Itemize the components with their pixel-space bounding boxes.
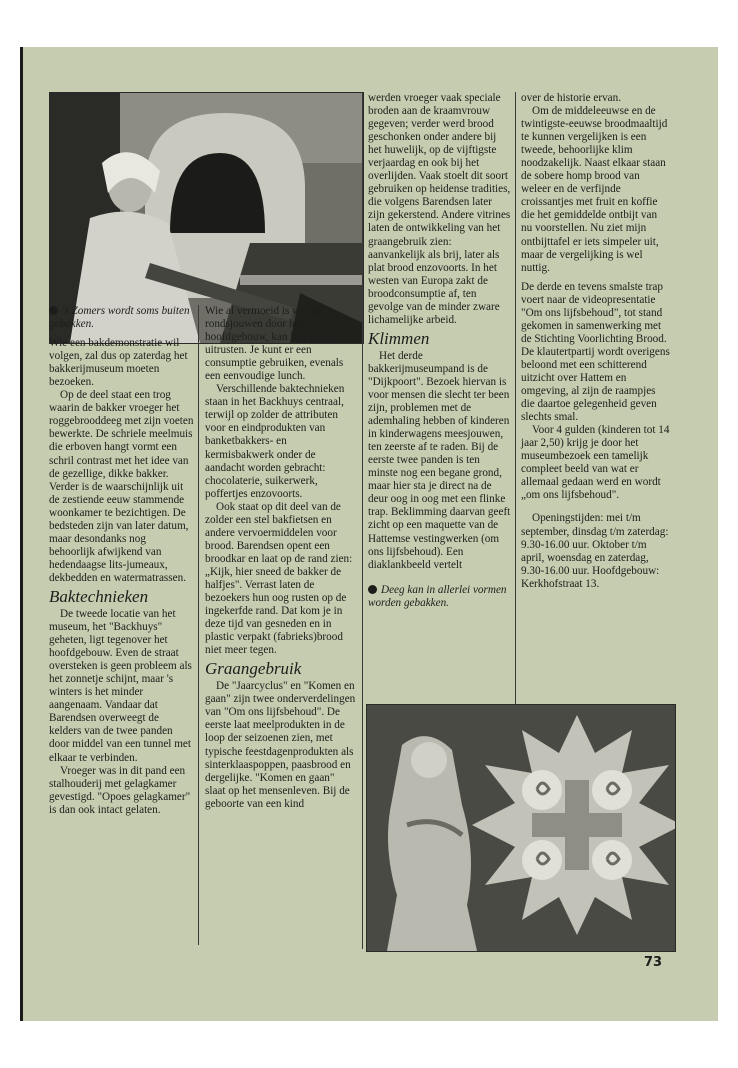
paragraph: Ook staat op dit deel van de zolder een stel bakfietsen en andere vervoermiddelen voor brood. Barendsen opent een broodkar en laat op de rand zien: „Kijk, hier sneed de bakker de halfjes". Verrast laten de bezoekers hun oog rusten op de ingekerfde rand. Dat kom je in deze tijd van gesneden en in plastic verpakt (fabrieks)brood niet meer tegen. xyxy=(205,500,353,657)
paragraph: Openingstijden: mei t/m september, dinsdag t/m zaterdag: 9.30-16.00 uur. Oktober t/m april, woensdag en zaterdag, 9.30-16.00 uur. Hoofdgebouw: Kerkhofstraat 13. xyxy=(521,512,669,590)
column-3 xyxy=(368,92,511,610)
photo-caption: Deeg kan in allerlei vormen worden gebakken. xyxy=(368,583,507,609)
paragraph: werden vroeger vaak speciale broden aan de kraamvrouw gegeven; verder werd brood geschonken onder andere bij het huwelijk, op de vijftigste verjaardag en ook bij het overlijden. Vaak stoelt dit soort gebruiken op heidense tradities, die volgens Barendsen later zijn gekerstend. Andere vitrines laten de ontwikkeling van het graangebruik zien: aanvankelijk als brij, later als plat brood enzovoorts. In het westen van Europa zakt de broodconsumptie af, ten gevolge van de minder zware lichamelijke arbeid. xyxy=(368,92,511,326)
section-heading: Klimmen xyxy=(368,328,430,348)
page-number: 73 xyxy=(644,955,663,970)
bread-shapes-image xyxy=(367,705,675,951)
photo-bread-shapes xyxy=(366,704,676,952)
bullet-icon xyxy=(368,585,377,594)
paragraph: Voor 4 gulden (kinderen tot 14 jaar 2,50) krijg je door het museumbezoek een tamelijk compleet beeld van wat er allemaal gedaan werd en wordt „om ons lijfsbehoud". xyxy=(521,424,670,502)
paragraph: Om de middeleeuwse en de twintigste-eeuwse broodmaaltijd te kunnen vergelijken is een tweede, behoorlijke klim noodzakelijk. Naast elkaar staan de sobere homp brood van weleer en de verfijnde croissantjes met fruit en koffie die het gemiddelde ontbijt van nu voorstellen. Nu ziet mijn ontbijttafel er iets simpeler uit, maar de vergelijking is wel nuttig. xyxy=(521,105,668,274)
photo-caption: 's Zomers wordt soms buiten gebakken. xyxy=(49,305,190,331)
section-heading: Graangebruik xyxy=(205,659,302,679)
column-2 xyxy=(205,305,357,811)
paragraph: Het derde bakkerijmuseumpand is de "Dijkpoort". Bezoek hiervan is voor mensen die slecht ter been zijn, problemen met de ademhaling hebben of kinderen in kinderwagens meesjouwen, ten zeerste af te raden. Bij de eerste twee panden is ten minste nog een begane grond, maar hier sta je direct na de deur oog in oog met een flinke trap. Beklimming daarvan geeft zicht op een maquette van de Hattemse vestingwerken (om ons lijfsbehoud). Een diaklankbeeld vertelt xyxy=(368,349,511,571)
paragraph: De "Jaarcyclus" en "Komen en gaan" zijn twee onderverdelingen van "Om ons lijfsbehoud". De eerste laat meelprodukten in de loop der seizoenen zien, met typische feestdagenprodukten als sinterklaaspoppen, paasbrood en dergelijke. "Komen en gaan" slaat op het mensenleven. Bij de geboorte van een kind xyxy=(205,680,356,810)
paragraph: Verschillende baktechnieken staan in het Backhuys centraal, terwijl op zolder de attributen voor en eindprodukten van banketbakkers- en kermisbakwerk onder de aandacht worden gebracht: chocolaterie, suikerwerk, poffertjes enzovoorts. xyxy=(205,383,345,500)
column-rule xyxy=(515,92,516,747)
paragraph: Wie al vermoeid is van het rondsjouwen door het hoofdgebouw, kan hier even uitrusten. Je kunt er een consumptie gebruiken, evenals een eenvoudige lunch. xyxy=(205,305,344,383)
paragraph: Op de deel staat een trog waarin de bakker vroeger het roggebrooddeeg met zijn voeten bewerkte. De schriele meelmuis die erboven hangt vormt een schril contrast met het idee van de gezellige, dikke bakker. Verder is de waarschijnlijk uit de zestiende eeuw stammende woonkamer te bezichtigen. De bedsteden zijn van later datum, maar desondanks nog behoorlijk afwijkend van hedendaagse lits-jumeaux, dekbedden en watermatrassen. xyxy=(49,389,194,584)
column-4 xyxy=(521,92,671,591)
paragraph: De tweede locatie van het museum, het "Backhuys" geheten, ligt tegenover het hoofdgebouw. Even de straat oversteken is geen probleem als het zonnetje schijnt, maar 's winters is het minder aangenaam. Vandaar dat Barendsen overweegt de kelders van de twee panden door middel van een tunnel met elkaar te verbinden. xyxy=(49,607,192,764)
bullet-icon xyxy=(49,306,58,315)
magazine-page xyxy=(20,47,718,1021)
paragraph: De derde en tevens smalste trap voert naar de videopresentatie "Om ons lijfsbehoud", tot stand gekomen in samenwerking met de Stichting Voorlichting Brood. De klautertpartij wordt overigens beloond met een schitterend uitzicht over Hattem en omgeving, al zijn de raampjes die daartoe gelegenheid geven slechts smal. xyxy=(521,280,670,424)
section-heading: Baktechnieken xyxy=(49,586,149,606)
paragraph: Vroeger was in dit pand een stalhouderij met gelagkamer gevestigd. "Opoes gelagkamer" is dan ook intact gelaten. xyxy=(49,764,191,816)
column-1 xyxy=(49,305,194,817)
paragraph: over de historie ervan. xyxy=(521,92,622,104)
column-rule xyxy=(362,92,363,949)
column-rule xyxy=(198,305,199,945)
paragraph: Wie een bakdemonstratie wil volgen, zal dus op zaterdag het bakkerijmuseum moeten bezoeken. xyxy=(49,337,188,389)
